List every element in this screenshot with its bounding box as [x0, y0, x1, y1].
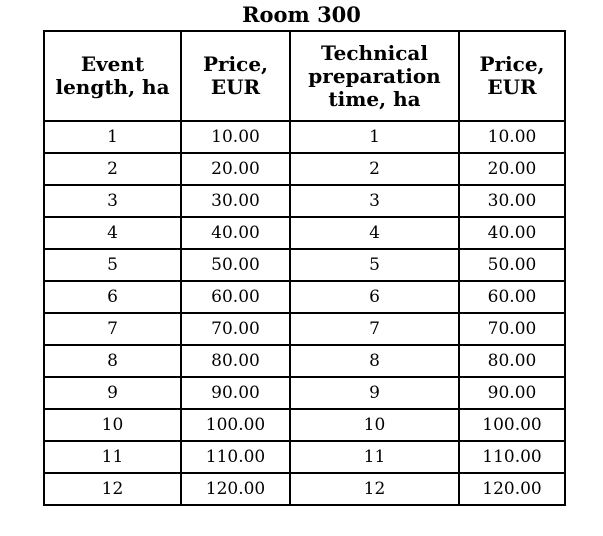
event-price-cell: 20.00 [181, 153, 290, 185]
preparation-time-cell: 8 [290, 345, 459, 377]
preparation-time-cell: 1 [290, 121, 459, 153]
event-price-cell: 10.00 [181, 121, 290, 153]
event-price-cell: 100.00 [181, 409, 290, 441]
event-length-cell: 9 [44, 377, 181, 409]
table-row [44, 217, 565, 249]
event-length-cell: 8 [44, 345, 181, 377]
event-price-cell: 70.00 [181, 313, 290, 345]
preparation-price-cell: 40.00 [459, 217, 565, 249]
table-row [44, 313, 565, 345]
event-length-cell: 5 [44, 249, 181, 281]
preparation-price-cell: 60.00 [459, 281, 565, 313]
event-price-cell: 50.00 [181, 249, 290, 281]
table-row [44, 185, 565, 217]
event-length-cell: 1 [44, 121, 181, 153]
event-length-cell: 12 [44, 473, 181, 505]
preparation-price-cell: 90.00 [459, 377, 565, 409]
preparation-time-cell: 9 [290, 377, 459, 409]
price-table [43, 30, 566, 506]
event-length-cell: 11 [44, 441, 181, 473]
preparation-time-cell: 11 [290, 441, 459, 473]
table-row [44, 281, 565, 313]
preparation-price-cell: 50.00 [459, 249, 565, 281]
preparation-time-cell: 4 [290, 217, 459, 249]
event-price-cell: 120.00 [181, 473, 290, 505]
preparation-price-cell: 10.00 [459, 121, 565, 153]
preparation-time-cell: 12 [290, 473, 459, 505]
preparation-time-cell: 5 [290, 249, 459, 281]
preparation-price-cell: 30.00 [459, 185, 565, 217]
preparation-time-cell: 2 [290, 153, 459, 185]
table-row [44, 153, 565, 185]
preparation-price-cell: 70.00 [459, 313, 565, 345]
event-length-cell: 7 [44, 313, 181, 345]
preparation-time-cell: 6 [290, 281, 459, 313]
table-row [44, 345, 565, 377]
header-technical-preparation-time: Technical preparation time, ha [290, 31, 459, 121]
event-price-cell: 110.00 [181, 441, 290, 473]
preparation-price-cell: 120.00 [459, 473, 565, 505]
preparation-price-cell: 100.00 [459, 409, 565, 441]
header-preparation-price: Price, EUR [459, 31, 565, 121]
preparation-time-cell: 7 [290, 313, 459, 345]
event-price-cell: 40.00 [181, 217, 290, 249]
table-header-row [44, 31, 565, 121]
event-length-cell: 6 [44, 281, 181, 313]
event-price-cell: 30.00 [181, 185, 290, 217]
page-title: Room 300 [242, 2, 361, 27]
table-row [44, 377, 565, 409]
preparation-price-cell: 20.00 [459, 153, 565, 185]
event-length-cell: 3 [44, 185, 181, 217]
preparation-time-cell: 3 [290, 185, 459, 217]
preparation-time-cell: 10 [290, 409, 459, 441]
preparation-price-cell: 80.00 [459, 345, 565, 377]
header-event-price: Price, EUR [181, 31, 290, 121]
table-row [44, 249, 565, 281]
event-length-cell: 4 [44, 217, 181, 249]
table-row [44, 409, 565, 441]
event-price-cell: 90.00 [181, 377, 290, 409]
header-event-length: Event length, ha [44, 31, 181, 121]
event-price-cell: 80.00 [181, 345, 290, 377]
preparation-price-cell: 110.00 [459, 441, 565, 473]
table-row [44, 473, 565, 505]
table-row [44, 121, 565, 153]
event-price-cell: 60.00 [181, 281, 290, 313]
table-row [44, 441, 565, 473]
event-length-cell: 2 [44, 153, 181, 185]
event-length-cell: 10 [44, 409, 181, 441]
table-body [44, 121, 565, 505]
